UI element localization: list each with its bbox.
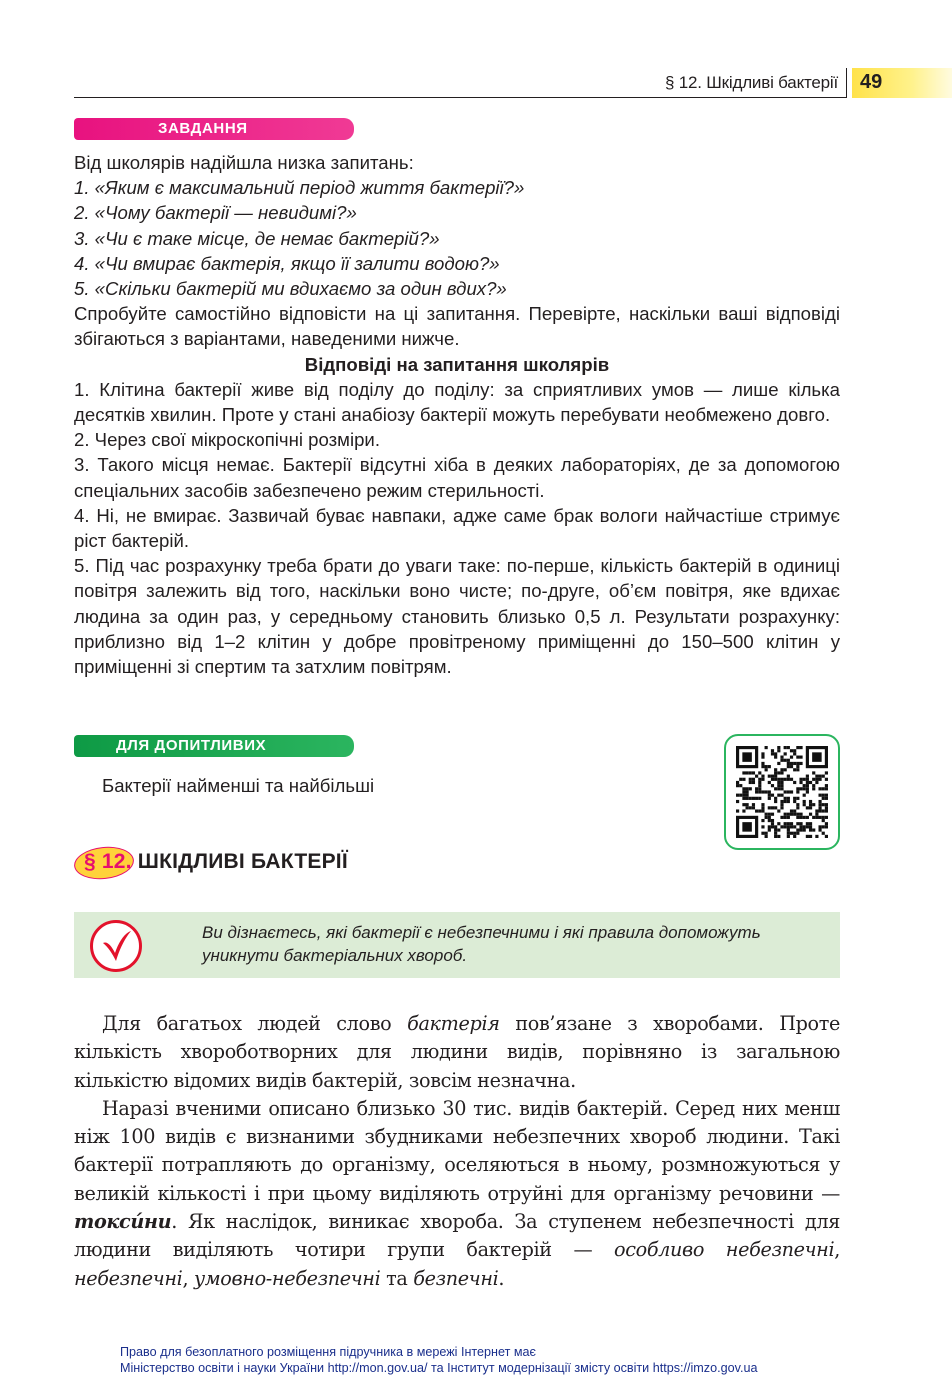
section-title: ШКІДЛИВІ БАКТЕРІЇ [137, 850, 348, 873]
paragraph-1: Для багатьох людей слово бактерія пов’язане з хворобами. Проте кількість хвороботворних для людини видів, порівняно із загальною кількістю відомих видів бактерій, зовсім незначна. [74, 1012, 840, 1092]
term-bacteria: бактерія [407, 1012, 500, 1035]
qr-code[interactable] [724, 734, 840, 850]
answer-3: 3. Такого місця немає. Бактерії відсутні хіба в деяких лабораторіях, де за допомогою спеціальних засобів забезпечено режим стерильності. [74, 454, 840, 501]
group-3: умовно-небезпечні [193, 1266, 381, 1290]
qr-code-icon [736, 746, 828, 838]
main-text [74, 1010, 840, 1293]
answer-2: 2. Через свої мікроскопічні розміри. [74, 429, 380, 451]
footer-notice [120, 1344, 757, 1376]
page-number: 49 [860, 71, 883, 93]
answer-4: 4. Ні, не вмирає. Зазвичай буває навпаки, адже саме брак вологи найчастіше стримує ріст бактерій. [74, 504, 840, 552]
curious-tag: ДЛЯ ДОПИТЛИВИХ [74, 735, 354, 757]
question-4: 4. «Чи вмирає бактерія, якщо її залити водою?» [74, 252, 500, 274]
question-1: 1. «Яким є максимальний період життя бактерії?» [74, 177, 525, 199]
task-instruction: Спробуйте самостійно відповісти на ці запитання. Перевірте, наскільки ваші відповіді збігаються з варіантами, наведеними нижче. [74, 303, 840, 350]
learning-goal-text: Ви дізнаєтесь, які бактерії є небезпечними і які правила допоможуть уникнути бактеріальних хвороб. [202, 923, 761, 965]
page-header [74, 66, 952, 98]
curious-text: Бактерії найменші та найбільші [102, 775, 375, 796]
group-2: небезпечні [74, 1266, 183, 1290]
term-toxins: токси́ни [74, 1210, 172, 1234]
task-tag: ЗАВДАННЯ [74, 118, 354, 140]
answer-1: 1. Клітина бактерії живе від поділу до поділу: за сприятливих умов — лише кілька десятків хвилин. Проте у стані анабіозу бактерії можуть перебувати необмежено довго. [74, 378, 840, 426]
task-block [74, 150, 840, 679]
paragraph-2: Наразі вченими описано близько 30 тис. видів бактерій. Серед них менш ніж 100 видів є визнаними збудниками небезпечних хвороб людини. Такі бактерії потрапляють до організму, оселяються в ньому, розмножуються у великій кількості і при цьому виділяють отруйні для організму речовини — токси́ни. Як наслідок, виникає хвороба. За ступенем небезпечності для людини виділяють чотири групи бактерій — особливо небезпечні, небезпечні, умовно-небезпечні та безпечні. [74, 1096, 840, 1290]
learning-goal-box [74, 912, 840, 978]
footer-line-2: Міністерство освіти і науки України http://mon.gov.ua/ та Інститут модернізації змісту освіти https://imzo.gov.ua [120, 1361, 758, 1375]
question-5: 5. «Скільки бактерій ми вдихаємо за один вдих?» [74, 278, 507, 300]
question-2: 2. «Чому бактерії — невидимі?» [74, 202, 357, 224]
group-4: безпечні [413, 1266, 499, 1290]
checkmark-icon [90, 920, 142, 972]
answer-5: 5. Під час розрахунку треба брати до уваги таке: по-перше, кількість бактерій в одиниці повітря залежить від того, наскільки воно чисте; по-друге, об’єм повітря, яке вдихає людина за один раз, у середньому становить близько 0,5 л. Результати розрахунку: приблизно від 1–2 клітин у добре провітреному приміщенні до 150–500 клітин у приміщенні зі спертим та затхлим повітрям. [74, 555, 840, 678]
section-number: § 12. [84, 850, 132, 873]
running-title: § 12. Шкідливі бактерії [664, 73, 838, 92]
answers-heading: Відповіді на запитання школярів [304, 353, 610, 375]
group-1: особливо небезпечні [614, 1238, 835, 1262]
footer-line-1: Право для безоплатного розміщення підручника в мережі Інтернет має [120, 1345, 536, 1359]
question-3: 3. «Чи є таке місце, де немає бактерій?» [74, 227, 440, 249]
header-rule [74, 97, 846, 98]
task-intro: Від школярів надійшла низка запитань: [74, 152, 414, 173]
header-separator [846, 68, 847, 98]
